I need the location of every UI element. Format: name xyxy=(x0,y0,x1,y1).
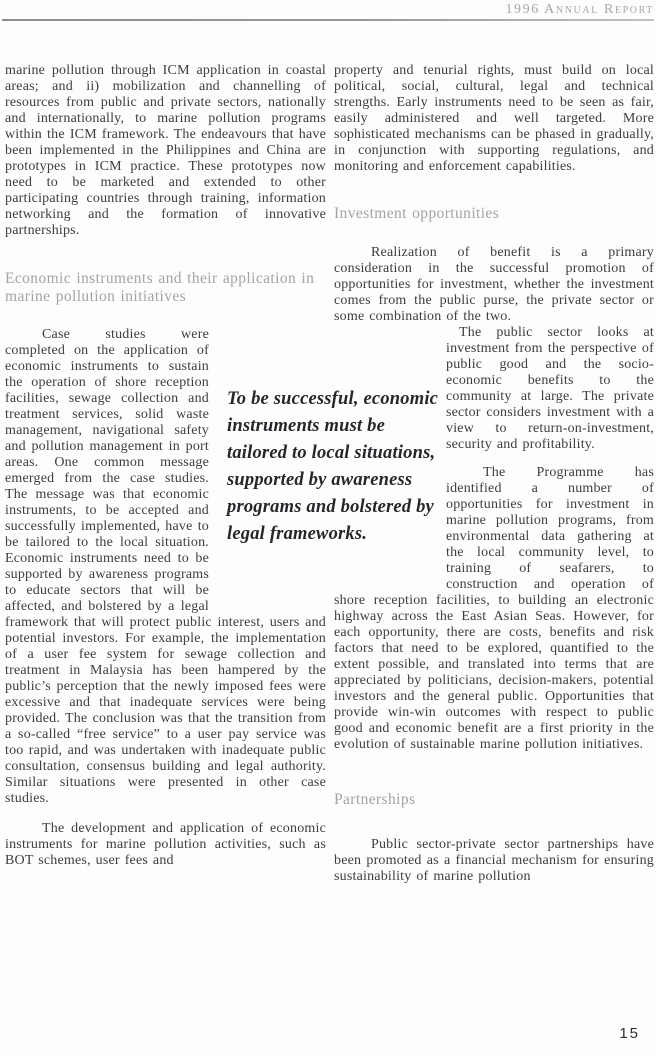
paragraph-development-application: The development and application of economic instruments for marine pollution activities, such as BOT schemes, user fees and xyxy=(5,821,326,868)
paragraph-icm-application: marine pollution through ICM application in coastal areas; and ii) mobilization and channelling of resources from public and private sectors, nationally and internationally, to marine pollution programs within the ICM framework. The endeavours that have been implemented in the Philippines and China are prototypes in ICM practice. These prototypes now need to be marketed and extended to other participating countries through training, information networking and the formation of innovative partnerships. xyxy=(5,63,326,238)
paragraph-tenurial-rights: property and tenurial rights, must build on local political, social, cultural, legal and technical strengths. Early instruments need to be seen as fair, easily administered and well targeted. More sophisticated mechanisms can be phased in gradually, in conjunction with supporting regulations, and monitoring and enforcement capabilities. xyxy=(334,63,654,174)
report-title: 1996 Annual Report xyxy=(505,2,654,17)
section-heading-investment-opportunities: Investment opportunities xyxy=(334,205,500,222)
pull-quote: To be successful, economic instruments must be tailored to local situations, supported by awareness programs and bolstered by legal frameworks. xyxy=(227,389,439,544)
right-column xyxy=(334,63,654,885)
paragraph-case-studies: Case studies were completed on the application of economic instruments to sustain the operation of shore reception facilities, sewage collection and treatment services, solid waste management, navigational safety and pollution management in port areas. One common message emerged from the case studies. The message was that economic instruments, to be accepted and successfully implemented, have to be tailored to the local situation. Economic instruments need to be supported by awareness programs to educate sectors that will be affected, and bolstered by a legal framework that will protect public interest, users and potential investors. For example, the implementation of a user fee system for sewage collection and treatment in Malaysia has been hampered by the public’s perception that the newly imposed fees were excessive and that inadequate services were being provided. The conclusion was that the transition from a so-called “free service” to a user pay service was too rapid, and was undertaken with inadequate public consultation, consensus building and legal authority. Similar situations were presented in other case studies. xyxy=(5,327,326,806)
section-heading-economic-instruments: Economic instruments and their application in marine pollution initiatives xyxy=(5,270,315,305)
pullquote-spacer-right-column xyxy=(334,325,446,587)
section-heading-partnerships: Partnerships xyxy=(334,791,416,808)
page-number: 15 xyxy=(619,1025,640,1042)
paragraph-realization-of-benefit: Realization of benefit is a primary consideration in the successful promotion of opportunities for investment, whether the investment comes from the public purse, the private sector or some combination of the two. xyxy=(334,245,654,324)
paragraph-public-sector: The public sector looks at investment from the perspective of public good and the socio-economic benefits to the community at large. The private sector considers investment with a view to return-on-investment, security and profitability. xyxy=(446,325,654,452)
paragraph-partnerships: Public sector-private sector partnerships have been promoted as a financial mechanism for ensuring sustainability of marine pollution xyxy=(334,837,654,884)
header-rule xyxy=(2,19,654,21)
paragraph-programme-opportunities: The Programme has identified a number of opportunities for investment in marine pollution programs, from environmental data gathering at the local community level, to training of seafarers, to construction and operation of shore reception facilities, to building an electronic highway across the East Asian Seas. However, for each opportunity, there are costs, benefits and risk factors that need to be explored, quantified to the extent possible, and translated into terms that are appreciated by politicians, decision-makers, potential investors and the general public. Opportunities that provide win-win outcomes with respect to public good and economic benefit are a first priority in the evolution of sustainable marine pollution initiatives. xyxy=(334,465,654,752)
